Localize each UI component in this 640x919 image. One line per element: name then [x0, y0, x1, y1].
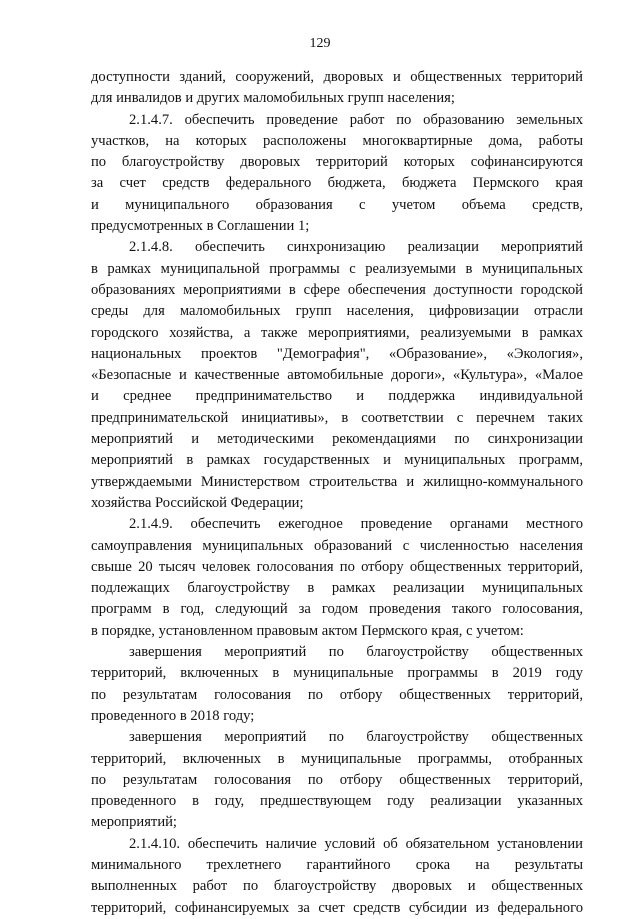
- text-line: хозяйства Российской Федерации;: [91, 494, 304, 511]
- text-line: доступности зданий, сооружений, дворовых и общественных территорий: [91, 69, 583, 85]
- text-line: проведенного в 2018 году;: [91, 707, 255, 724]
- text-line: мероприятий в рамках государственных и муниципальных программ,: [91, 452, 583, 469]
- text-line: по результатам голосования по отбору общественных территорий,: [91, 686, 583, 703]
- text-line: предусмотренных в Соглашении 1;: [91, 218, 310, 235]
- text-line: за счет средств федерального бюджета, бюджета Пермского края: [91, 175, 583, 192]
- text-line: свыше 20 тысяч человек голосования по отбору общественных территорий,: [91, 558, 583, 575]
- text-line: среды для маломобильных групп населения, цифровизации отрасли: [91, 303, 583, 320]
- body-text: [91, 67, 583, 919]
- text-line: территорий, софинансируемых за счет средств субсидии из федерального: [91, 899, 583, 916]
- text-line: по благоустройству дворовых территорий которых софинансируются: [91, 154, 583, 171]
- text-line: предпринимательской инициативы», в соответствии с перечнем таких: [91, 409, 583, 426]
- text-line: в порядке, установленном правовым актом Пермского края, с учетом:: [91, 622, 524, 639]
- text-line: утверждаемыми Министерством строительства и жилищно-коммунального: [91, 473, 583, 490]
- text-line: образованиях мероприятиями в сфере обеспечения доступности городской: [91, 281, 583, 298]
- text-line: мероприятий и методическими рекомендациями по синхронизации: [91, 431, 583, 448]
- text-line: 2.1.4.9. обеспечить ежегодное проведение органами местного: [129, 516, 583, 533]
- text-line: и среднее предпринимательство и поддержка индивидуальной: [91, 388, 583, 405]
- text-line: участков, на которых расположены многоквартирные дома, работы: [91, 132, 583, 149]
- text-line: проведенного в году, предшествующем году реализации указанных: [91, 793, 583, 810]
- text-line: 2.1.4.8. обеспечить синхронизацию реализации мероприятий: [129, 239, 583, 256]
- text-line: самоуправления муниципальных образований с численностью населения: [91, 537, 583, 554]
- text-line: городского хозяйства, а также мероприятиями, реализуемыми в рамках: [91, 324, 583, 341]
- text-line: мероприятий;: [91, 814, 177, 831]
- text-line: «Безопасные и качественные автомобильные дороги», «Культура», «Малое: [91, 367, 583, 384]
- text-line: национальных проектов "Демография", «Образование», «Экология»,: [91, 345, 583, 362]
- text-line: по результатам голосования по отбору общественных территорий,: [91, 771, 583, 788]
- text-line: выполненных работ по благоустройству дворовых и общественных: [91, 878, 583, 895]
- text-line: программ в год, следующий за годом проведения такого голосования,: [91, 601, 583, 618]
- text-line: в рамках муниципальной программы с реализуемыми в муниципальных: [91, 260, 583, 277]
- text-line: и муниципального образования с учетом объема средств,: [91, 196, 583, 213]
- text-line: территорий, включенных в муниципальные программы, отобранных: [91, 750, 583, 767]
- text-line: подлежащих благоустройству в рамках реализации муниципальных: [91, 580, 583, 597]
- text-line: завершения мероприятий по благоустройству общественных: [129, 644, 583, 661]
- text-line: завершения мероприятий по благоустройству общественных: [129, 729, 583, 746]
- page-number: 129: [309, 36, 331, 51]
- text-line: территорий, включенных в муниципальные программы в 2019 году: [91, 665, 583, 682]
- text-line: для инвалидов и других маломобильных групп населения;: [91, 90, 455, 107]
- text-line: 2.1.4.7. обеспечить проведение работ по образованию земельных: [129, 111, 583, 128]
- text-line: 2.1.4.10. обеспечить наличие условий об обязательном установлении: [129, 835, 583, 852]
- text-line: минимального трехлетнего гарантийного срока на результаты: [91, 856, 583, 873]
